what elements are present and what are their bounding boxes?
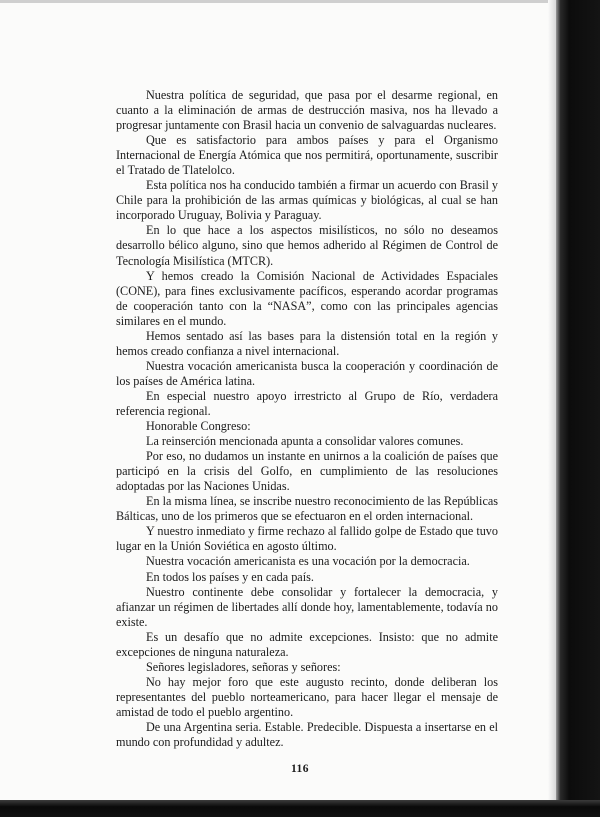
paragraph: De una Argentina seria. Estable. Predecible. Dispuesta a insertarse en el mundo con profundidad y adultez. — [116, 719, 498, 750]
paragraph: Y hemos creado la Comisión Nacional de Actividades Espaciales (CONE), para fines exclusivamente pacíficos, esperando acordar programas de cooperación tanto con la “NASA”, como con las principales agencias similares en el mundo. — [116, 268, 498, 328]
paragraph: Que es satisfactorio para ambos países y para el Organismo Internacional de Energía Atómica que nos permitirá, oportunamente, suscribir el Tratado de Tlatelolco. — [116, 133, 498, 178]
paragraph: Y nuestro inmediato y firme rechazo al fallido golpe de Estado que tuvo lugar en la Unión Soviética en agosto último. — [116, 524, 498, 554]
paragraph: Nuestra vocación americanista busca la cooperación y coordinación de los países de América latina. — [116, 358, 498, 388]
paragraph: La reinserción mencionada apunta a consolidar valores comunes. — [146, 434, 464, 449]
page-top-edge — [0, 0, 600, 3]
body-text — [116, 88, 498, 750]
paragraph: En todos los países y en cada país. — [146, 569, 314, 584]
paragraph: Por eso, no dudamos un instante en unirnos a la coalición de países que participó en la crisis del Golfo, en cumplimiento de las resoluciones adoptadas por las Naciones Unidas. — [116, 449, 498, 494]
page-binding-shadow — [548, 0, 556, 817]
paragraph: Es un desafío que no admite excepciones. Insisto: que no admite excepciones de ninguna naturaleza. — [116, 629, 498, 659]
paragraph: En lo que hace a los aspectos misilísticos, no sólo no deseamos desarrollo bélico alguno, sino que hemos adherido al Régimen de Control de Tecnología Misilística (MTCR). — [116, 223, 498, 268]
paragraph: En especial nuestro apoyo irrestricto al Grupo de Río, verdadera referencia regional. — [116, 388, 498, 418]
paragraph: Hemos sentado así las bases para la distensión total en la región y hemos creado confianza a nivel internacional. — [116, 328, 498, 358]
paragraph: Nuestra política de seguridad, que pasa por el desarme regional, en cuanto a la eliminación de armas de destrucción masiva, nos ha llevado a progresar juntamente con Brasil hacia un convenio de salvaguardas nucleares. — [116, 88, 498, 133]
paragraph: Señores legisladores, señoras y señores: — [146, 659, 341, 674]
paragraph: En la misma línea, se inscribe nuestro reconocimiento de las Repúblicas Bálticas, uno de los primeros que se efectuaron en el orden internacional. — [116, 494, 498, 524]
page-right-edge — [556, 0, 600, 817]
paragraph: Nuestro continente debe consolidar y fortalecer la democracia, y afianzar un régimen de libertades allí donde hoy, lamentablemente, todavía no existe. — [116, 584, 498, 629]
paragraph: No hay mejor foro que este augusto recinto, donde deliberan los representantes del pueblo norteamericano, para hacer llegar el mensaje de amistad de todo el pueblo argentino. — [116, 674, 498, 719]
paragraph: Honorable Congreso: — [146, 419, 251, 434]
paragraph: Nuestra vocación americanista es una vocación por la democracia. — [146, 554, 470, 569]
page-bottom-edge — [0, 800, 600, 817]
page-number: 116 — [290, 763, 310, 775]
paragraph: Esta política nos ha conducido también a firmar un acuerdo con Brasil y Chile para la prohibición de las armas químicas y biológicas, al cual se han incorporado Uruguay, Bolivia y Paraguay. — [116, 178, 498, 223]
